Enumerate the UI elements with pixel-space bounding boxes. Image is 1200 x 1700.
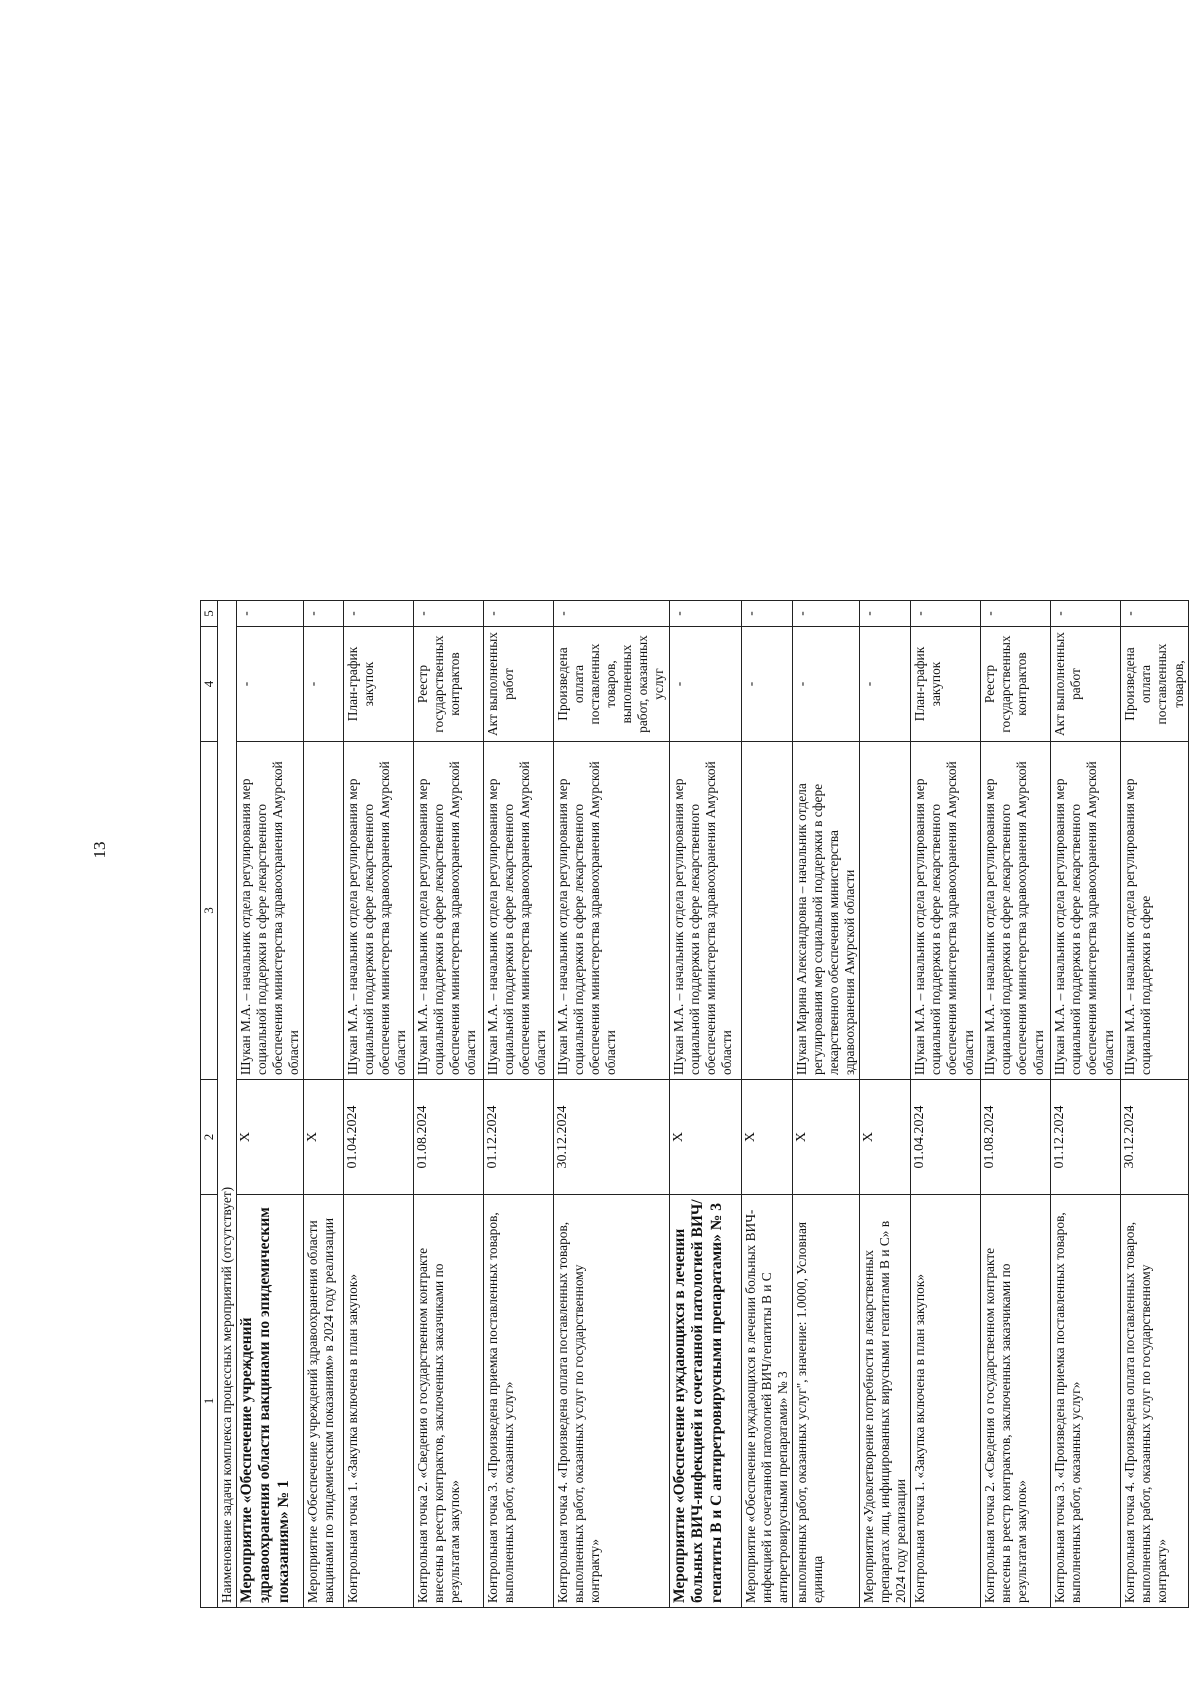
note-cell: - bbox=[911, 601, 981, 627]
item-name-cell: Контрольная точка 3. «Произведена приемка поставленных товаров, выполненных работ, оказанных услуг» bbox=[483, 1195, 553, 1608]
note-cell: - bbox=[303, 601, 343, 627]
responsible-cell: Шукан Марина Александровна – начальник отдела регулирования мер социальной поддержки в сфере лекарственного обеспечения министерства здравоохранения Амурской области bbox=[792, 742, 859, 1080]
item-name-cell: Контрольная точка 3. «Произведена приемка поставленных товаров, выполненных работ, оказанных услуг» bbox=[1051, 1195, 1121, 1608]
due-date-cell: 30.12.2024 bbox=[1121, 1080, 1188, 1195]
due-date-cell: X bbox=[669, 1080, 741, 1195]
due-date-cell: X bbox=[741, 1080, 792, 1195]
responsible-cell bbox=[741, 742, 792, 1080]
document-cell: Произведена оплата поставленных товаров, выполненных работ, оказанных услуг bbox=[553, 627, 669, 742]
note-cell: - bbox=[1051, 601, 1121, 627]
document-cell: - bbox=[669, 627, 741, 742]
column-header-4: 4 bbox=[201, 627, 218, 742]
responsible-cell: Шукан М.А. – начальник отдела регулирования мер социальной поддержки в сфере лекарственного обеспечения министерства здравоохранения Амурской области bbox=[669, 742, 741, 1080]
due-date-cell: 01.08.2024 bbox=[981, 1080, 1051, 1195]
document-cell: Реестр государственных контрактов bbox=[413, 627, 483, 742]
responsible-cell: Шукан М.А. – начальник отдела регулирования мер социальной поддержки в сфере лекарственного обеспечения министерства здравоохранения Амурской области bbox=[1051, 742, 1121, 1080]
document-cell: - bbox=[792, 627, 859, 742]
due-date-cell: 01.12.2024 bbox=[1051, 1080, 1121, 1195]
table-row bbox=[553, 99, 669, 1608]
document-cell: Реестр государственных контрактов bbox=[981, 627, 1051, 742]
item-name-cell: Контрольная точка 4. «Произведена оплата поставленных товаров, выполненных работ, оказанных услуг по государственному контракту» bbox=[1121, 1195, 1188, 1608]
document-cell: Произведена оплата поставленных товаров, bbox=[1121, 627, 1188, 742]
responsible-cell: Шукан М.А. – начальник отдела регулирования мер социальной поддержки в сфере лекарственного обеспечения министерства здравоохранения Амурской области bbox=[981, 742, 1051, 1080]
item-name-cell: Мероприятие «Обеспечение нуждающихся в лечении больных ВИЧ-инфекцией и сочетанной патологией ВИЧ/гепатиты В и С антиретровирусными препаратами» № 3 bbox=[741, 1195, 792, 1608]
item-name-cell: выполненных работ, оказанных услуг", значение: 1.0000, Условная единица bbox=[792, 1195, 859, 1608]
due-date-cell: 01.04.2024 bbox=[911, 1080, 981, 1195]
task-name: Наименование задачи комплекса процессных мероприятий (отсутствует) bbox=[217, 601, 236, 1608]
due-date-cell: X bbox=[792, 1080, 859, 1195]
document-cell: Акт выполненных работ bbox=[483, 627, 553, 742]
responsible-cell: Шукан М.А. – начальник отдела регулирования мер социальной поддержки в сфере лекарственного обеспечения министерства здравоохранения Амурской области bbox=[553, 742, 669, 1080]
note-cell: - bbox=[981, 601, 1051, 627]
due-date-cell: 01.04.2024 bbox=[343, 1080, 413, 1195]
document-cell: - bbox=[236, 627, 303, 742]
table-row bbox=[981, 99, 1051, 1608]
responsible-cell: Шукан М.А. – начальник отдела регулирования мер социальной поддержки в сфере bbox=[1121, 742, 1188, 1080]
item-name-cell: Мероприятие «Обеспечение учреждений здравоохранения области вакцинами по эпидемическим показаниям» № 1 bbox=[236, 1195, 303, 1608]
item-name-cell: Контрольная точка 2. «Сведения о государственном контракте внесены в реестр контрактов, заключенных заказчиками по результатам закупок» bbox=[981, 1195, 1051, 1608]
table-row bbox=[236, 99, 303, 1608]
table-row bbox=[1051, 99, 1121, 1608]
column-header-3: 3 bbox=[201, 742, 218, 1080]
due-date-cell: X bbox=[860, 1080, 911, 1195]
column-header-5: 5 bbox=[201, 601, 218, 627]
note-cell: - bbox=[413, 601, 483, 627]
responsible-cell: Шукан М.А. – начальник отдела регулирования мер социальной поддержки в сфере лекарственного обеспечения министерства здравоохранения Амурской области bbox=[413, 742, 483, 1080]
table-row bbox=[911, 99, 981, 1608]
document-cell: План-график закупок bbox=[911, 627, 981, 742]
control-points-table bbox=[200, 98, 1189, 1608]
note-cell: - bbox=[343, 601, 413, 627]
document-cell: - bbox=[741, 627, 792, 742]
table-row bbox=[303, 99, 343, 1608]
table-row bbox=[343, 99, 413, 1608]
due-date-cell: X bbox=[303, 1080, 343, 1195]
item-name-cell: Мероприятие «Обеспечение нуждающихся в лечении больных ВИЧ-инфекцией и сочетанной патологией ВИЧ/гепатиты В и С антиретровирусными препаратами» № 3 bbox=[669, 1195, 741, 1608]
note-cell: - bbox=[1121, 601, 1188, 627]
note-cell: - bbox=[669, 601, 741, 627]
item-name-cell: Контрольная точка 2. «Сведения о государственном контракте внесены в реестр контрактов, заключенных заказчиками по результатам закупок» bbox=[413, 1195, 483, 1608]
note-cell: - bbox=[236, 601, 303, 627]
due-date-cell: 01.08.2024 bbox=[413, 1080, 483, 1195]
table-row bbox=[860, 99, 911, 1608]
header-row bbox=[201, 99, 218, 1608]
item-name-cell: Контрольная точка 1. «Закупка включена в план закупок» bbox=[911, 1195, 981, 1608]
responsible-cell bbox=[303, 742, 343, 1080]
table-row bbox=[792, 99, 859, 1608]
responsible-cell: Шукан М.А. – начальник отдела регулирования мер социальной поддержки в сфере лекарственного обеспечения министерства здравоохранения Амурской области bbox=[236, 742, 303, 1080]
due-date-cell: 30.12.2024 bbox=[553, 1080, 669, 1195]
table-row bbox=[1121, 99, 1188, 1608]
item-name-cell: Мероприятие «Обеспечение учреждений здравоохранения области вакцинами по эпидемическим показаниям» в 2024 году реализации bbox=[303, 1195, 343, 1608]
responsible-cell: Шукан М.А. – начальник отдела регулирования мер социальной поддержки в сфере лекарственного обеспечения министерства здравоохранения Амурской области bbox=[343, 742, 413, 1080]
note-cell: - bbox=[741, 601, 792, 627]
item-name-cell: Контрольная точка 4. «Произведена оплата поставленных товаров, выполненных работ, оказанных услуг по государственному контракту» bbox=[553, 1195, 669, 1608]
note-cell: - bbox=[792, 601, 859, 627]
page-number: 13 bbox=[90, 841, 109, 859]
column-header-2: 2 bbox=[201, 1080, 218, 1195]
table-row bbox=[413, 99, 483, 1608]
note-cell: - bbox=[553, 601, 669, 627]
item-name-cell: Контрольная точка 1. «Закупка включена в план закупок» bbox=[343, 1195, 413, 1608]
responsible-cell bbox=[860, 742, 911, 1080]
item-name-cell: Мероприятие «Удовлетворение потребности в лекарственных препаратах лиц, инфицированных вирусными гепатитами В и С» в 2024 году реализации bbox=[860, 1195, 911, 1608]
responsible-cell: Шукан М.А. – начальник отдела регулирования мер социальной поддержки в сфере лекарственного обеспечения министерства здравоохранения Амурской области bbox=[483, 742, 553, 1080]
due-date-cell: 01.12.2024 bbox=[483, 1080, 553, 1195]
rotated-table-container bbox=[200, 98, 1186, 1608]
table-row bbox=[741, 99, 792, 1608]
note-cell: - bbox=[483, 601, 553, 627]
document-cell: - bbox=[860, 627, 911, 742]
document-cell: Акт выполненных работ bbox=[1051, 627, 1121, 742]
responsible-cell: Шукан М.А. – начальник отдела регулирования мер социальной поддержки в сфере лекарственного обеспечения министерства здравоохранения Амурской области bbox=[911, 742, 981, 1080]
table-row bbox=[483, 99, 553, 1608]
table-row bbox=[669, 99, 741, 1608]
document-cell: План-график закупок bbox=[343, 627, 413, 742]
task-name-row bbox=[217, 99, 236, 1608]
document-cell: - bbox=[303, 627, 343, 742]
column-header-1: 1 bbox=[201, 1195, 218, 1608]
note-cell: - bbox=[860, 601, 911, 627]
due-date-cell: X bbox=[236, 1080, 303, 1195]
